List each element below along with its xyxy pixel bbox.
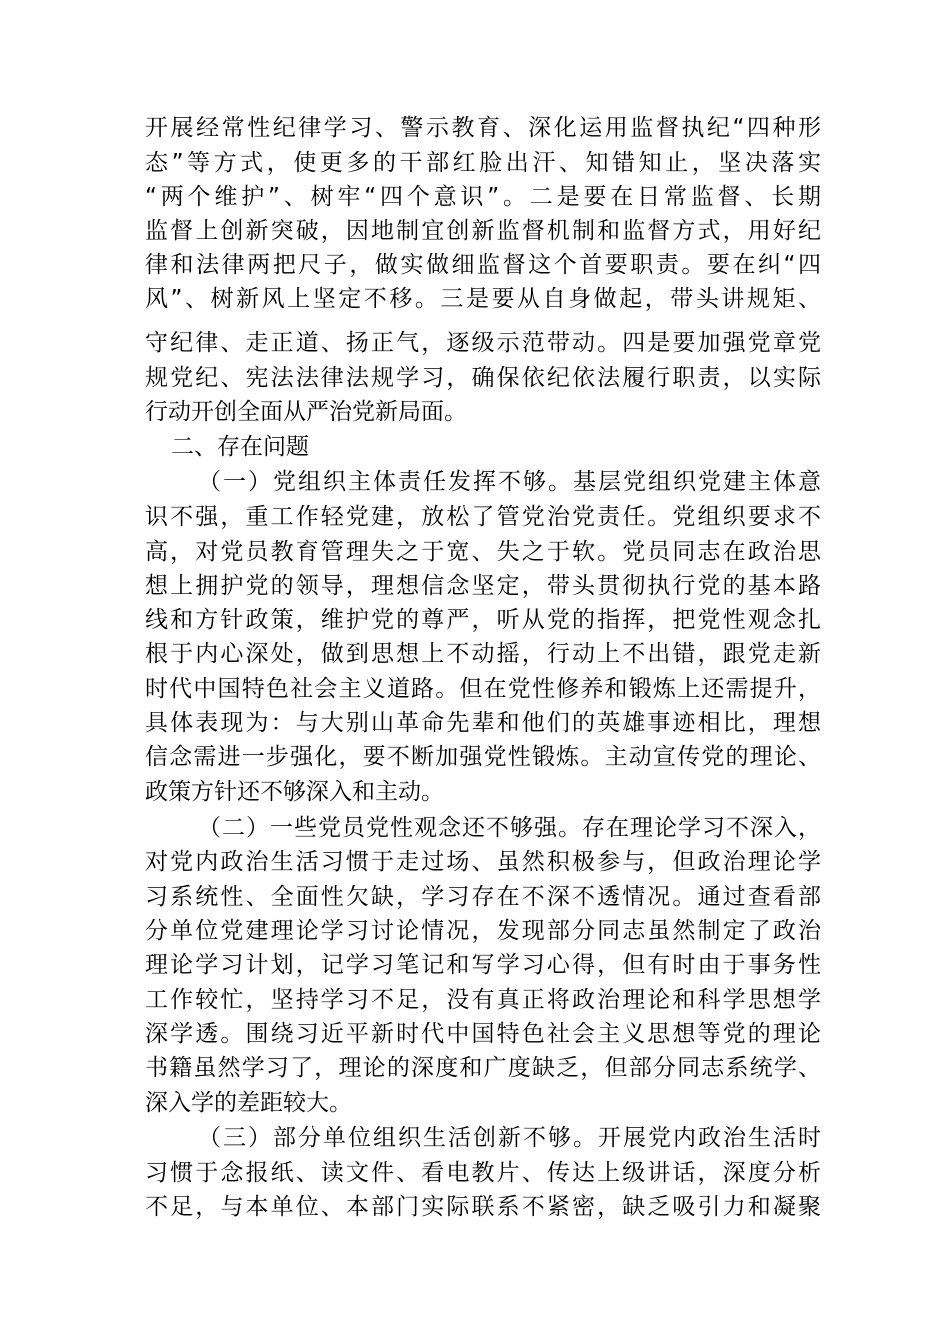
- text-line: 理论学习计划，记学习笔记和写学习心得，但有时由于事务性: [145, 952, 821, 978]
- text-line: 识不强，重工作轻党建，放松了管党治党责任。党组织要求不: [145, 504, 821, 530]
- text-line: 政策方针还不够深入和主动。: [145, 779, 444, 805]
- text-line: 开展经常性纪律学习、警示教育、深化运用监督执纪“四种形: [145, 115, 821, 141]
- paragraph-heading-1: （一）党组织主体责任发挥不够。基层党组织党建主体意: [198, 469, 821, 495]
- text-line: 监督上创新突破，因地制宜创新监督机制和监督方式，用好纪: [145, 218, 821, 244]
- text-line: 态”等方式，使更多的干部红脸出汗、知错知止，坚决落实: [145, 150, 821, 176]
- text-line: “两个维护”、树牢“四个意识”。二是要在日常监督、长期: [145, 184, 821, 210]
- text-line: 时代中国特色社会主义道路。但在党性修养和锻炼上还需提升，: [145, 676, 821, 702]
- text-line: 工作较忙，坚持学习不足，没有真正将政治理论和科学思想学: [145, 987, 821, 1013]
- text-line: 分单位党建理论学习讨论情况，发现部分同志虽然制定了政治: [145, 918, 821, 944]
- text-line: 规党纪、宪法法律法规学习，确保依纪依法履行职责，以实际: [145, 365, 821, 391]
- text-line: 线和方针政策，维护党的尊严，听从党的指挥，把党性观念扎: [145, 607, 821, 633]
- text-line: 想上拥护党的领导，理想信念坚定，带头贯彻执行党的基本路: [145, 573, 821, 599]
- text-line: 书籍虽然学习了，理论的深度和广度缺乏，但部分同志系统学、: [145, 1055, 821, 1081]
- text-line: 具体表现为：与大别山革命先辈和他们的英雄事迹相比，理想: [145, 710, 821, 736]
- text-line: 深入学的差距较大。: [145, 1090, 352, 1116]
- paragraph-heading-2: （二）一些党员党性观念还不够强。存在理论学习不深入，: [198, 815, 821, 841]
- text-line: 律和法律两把尺子，做实做细监督这个首要职责。要在纠“四: [145, 252, 821, 278]
- text-line: 风”、树新风上坚定不移。三是要从自身做起，带头讲规矩、: [145, 286, 821, 312]
- paragraph-heading-3: （三）部分单位组织生活创新不够。开展党内政治生活时: [198, 1125, 821, 1151]
- text-line: 不足，与本单位、本部门实际联系不紧密，缺乏吸引力和凝聚: [145, 1194, 821, 1220]
- text-line: 根于内心深处，做到思想上不动摇，行动上不出错，跟党走新: [145, 641, 821, 667]
- text-line: 守纪律、走正道、扬正气，逐级示范带动。四是要加强党章党: [145, 330, 821, 356]
- text-line: 习系统性、全面性欠缺，学习存在不深不透情况。通过查看部: [145, 884, 821, 910]
- text-line: 行动开创全面从严治党新局面。: [145, 399, 467, 425]
- text-line: 深学透。围绕习近平新时代中国特色社会主义思想等党的理论: [145, 1021, 821, 1047]
- text-line: 高，对党员教育管理失之于宽、失之于软。党员同志在政治思: [145, 539, 821, 565]
- text-line: 习惯于念报纸、读文件、看电教片、传达上级讲话，深度分析: [145, 1160, 821, 1186]
- text-line: 对党内政治生活习惯于走过场、虽然积极参与，但政治理论学: [145, 849, 821, 875]
- section-heading: 二、存在问题: [171, 434, 309, 460]
- text-line: 信念需进一步强化，要不断加强党性锻炼。主动宣传党的理论、: [145, 744, 821, 770]
